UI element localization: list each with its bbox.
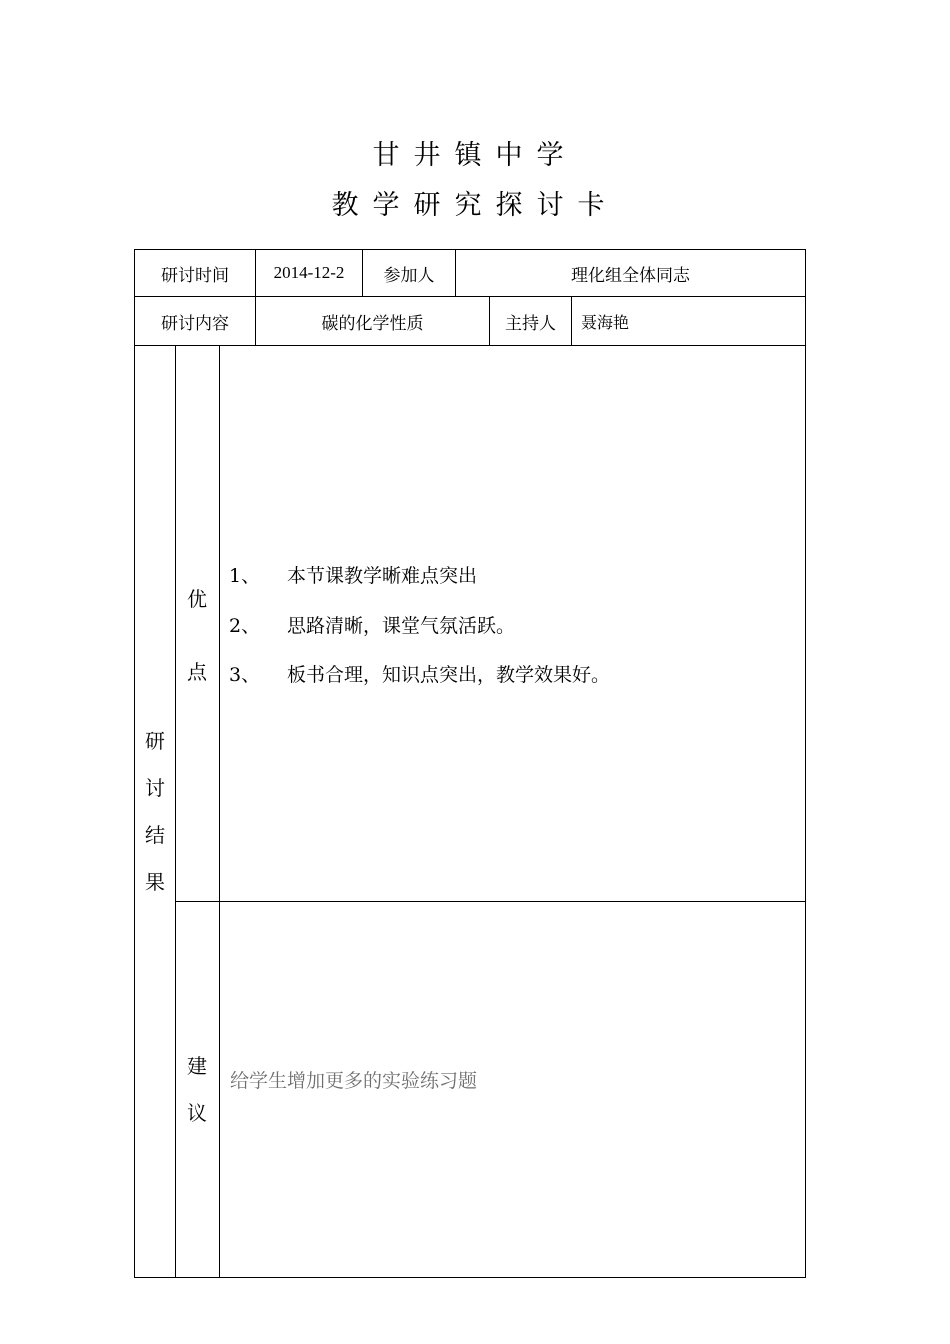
list-item-number: 2、 — [229, 615, 261, 637]
results-label: 研 讨 结 果 — [145, 729, 165, 894]
school-name: 甘井镇中学 — [372, 140, 578, 171]
list-item-number: 3、 — [229, 664, 261, 686]
suggestion-text: 给学生增加更多的实验练习题 — [230, 1070, 478, 1092]
host-label: 主持人 — [505, 313, 556, 334]
col-divider — [219, 345, 220, 1278]
list-item-text: 思路清晰，课堂气氛活跃。 — [287, 615, 516, 637]
row-divider-3 — [175, 901, 806, 902]
col-divider — [175, 345, 176, 1278]
content-value: 碳的化学性质 — [321, 313, 424, 334]
list-item-number: 1、 — [229, 565, 261, 587]
strengths-label: 优 点 — [187, 587, 207, 684]
host-value: 聂海艳 — [581, 312, 630, 332]
card-title: 教学研究探讨卡 — [331, 190, 619, 221]
participants-value: 理化组全体同志 — [571, 265, 690, 286]
seminar-table — [134, 249, 806, 1278]
list-item — [229, 660, 610, 687]
list-item — [229, 611, 515, 638]
col-divider — [571, 296, 572, 346]
participants-label: 参加人 — [383, 265, 435, 286]
list-item-text: 板书合理，知识点突出，教学效果好。 — [287, 664, 611, 686]
list-item-text: 本节课教学晰难点突出 — [287, 565, 478, 587]
time-label: 研讨时间 — [161, 265, 229, 286]
row-divider-2 — [134, 345, 806, 346]
list-item — [229, 561, 477, 588]
suggestions-label: 建 议 — [187, 1054, 207, 1125]
content-label: 研讨内容 — [161, 313, 229, 334]
time-value: 2014-12-2 — [273, 263, 345, 282]
